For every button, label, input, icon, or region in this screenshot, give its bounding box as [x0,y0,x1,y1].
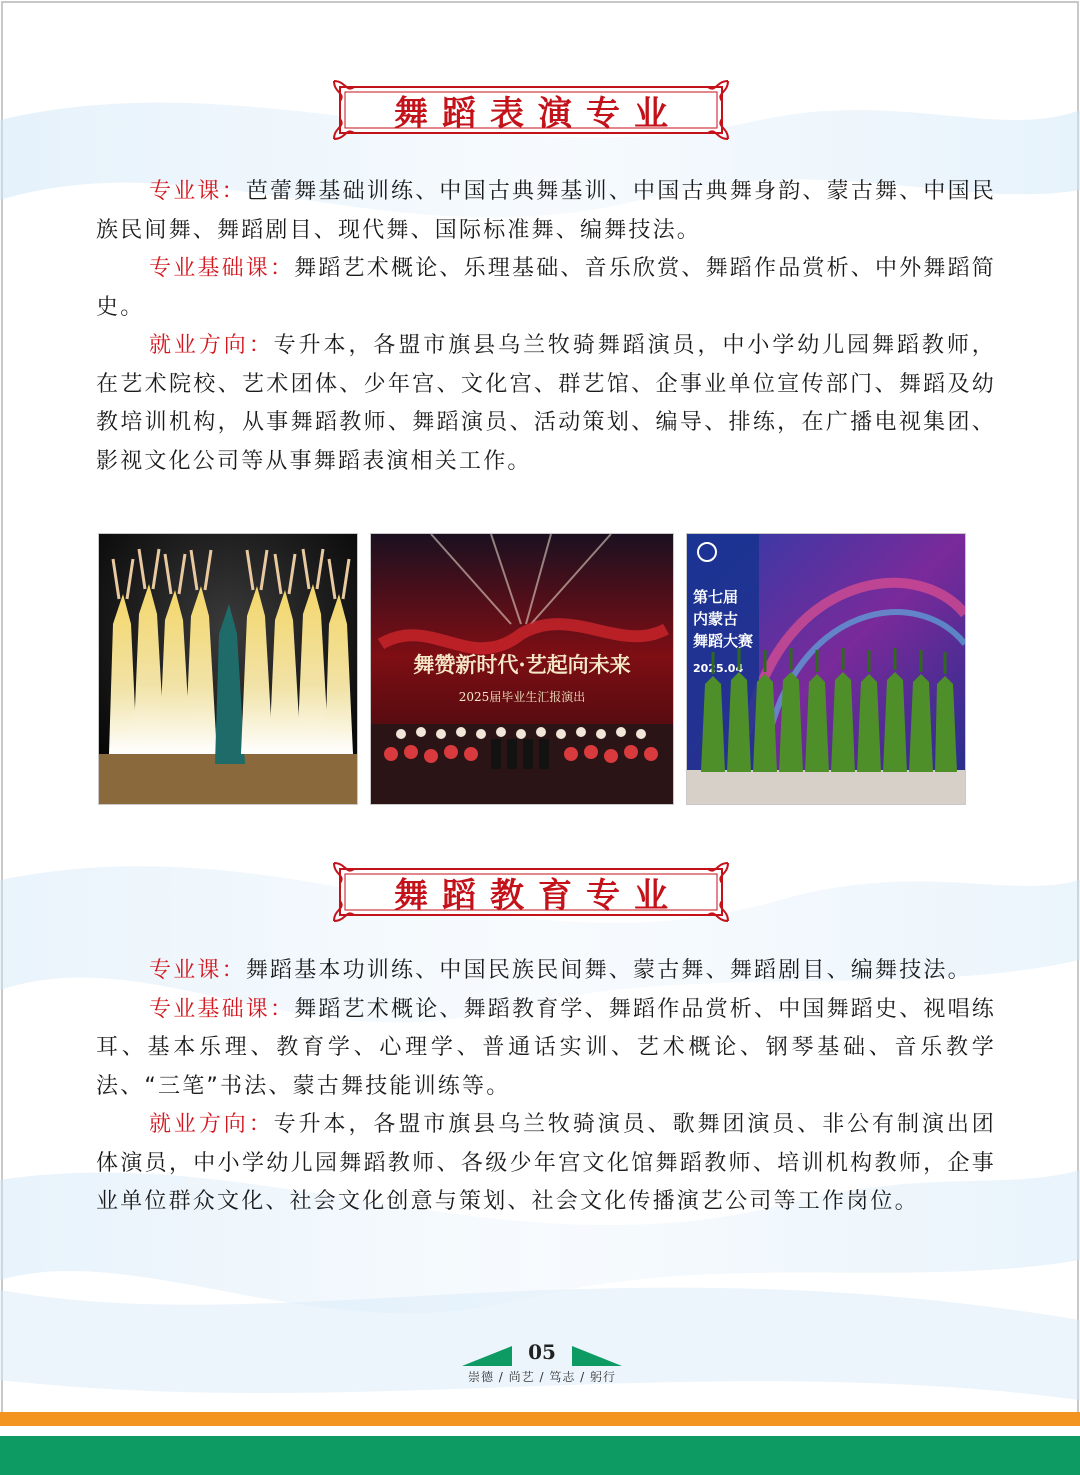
paragraph-core-courses [96,952,996,991]
section-title-banner [332,79,730,141]
section-education [96,952,996,1222]
section-title: 舞蹈表演专业 [394,93,682,134]
footer-slogan: 崇德 / 尚艺 / 笃志 / 躬行 [467,1370,617,1384]
paragraph-core-courses [96,173,996,250]
paragraph-label: 专业课： [149,958,246,983]
paragraph-foundation-courses [96,250,996,327]
paragraph-text: 专升本，各盟市旗县乌兰牧骑演员、歌舞团演员、非公有制演出团体演员，中小学幼儿园舞蹈教师、各级少年宫文化馆舞蹈教师、培训机构教师，企事业单位群众文化、社会文化创意与策划、社会文化传播演艺公司等工作岗位。 [96,1112,996,1214]
footer-stripe-white [0,1426,1080,1436]
paragraph-label: 专业基础课： [149,256,295,281]
photo-graduation-show [370,533,674,805]
paragraph-foundation-courses [96,991,996,1107]
paragraph-label: 就业方向： [149,333,274,358]
photo-headline: 舞赞新时代·艺起向未来 [413,652,631,677]
page-number: 05 [528,1340,556,1364]
section-performance [96,173,996,481]
section-title-banner [332,861,730,923]
footer-stripe-green [0,1436,1080,1475]
paragraph-label: 就业方向： [149,1112,274,1137]
paragraph-text: 舞蹈基本功训练、中国民族民间舞、蒙古舞、舞蹈剧目、编舞技法。 [245,958,972,983]
paragraph-label: 专业课： [149,179,246,204]
paragraph-text: 专升本，各盟市旗县乌兰牧骑舞蹈演员，中小学幼儿园舞蹈教师，在艺术院校、艺术团体、少年宫、文化宫、群艺馆、企事业单位宣传部门、舞蹈及幼教培训机构，从事舞蹈教师、舞蹈演员、活动策划、编导、排练，在广播电视集团、影视文化公司等从事舞蹈表演相关工作。 [96,333,996,474]
paragraph-career [96,1106,996,1222]
paragraph-career [96,327,996,481]
photo-strip [98,533,968,805]
page-footer [462,1340,622,1390]
event-date: 2025.04 [693,662,744,675]
footer-stripe-orange [0,1412,1080,1426]
photo-subtitle: 2025届毕业生汇报演出 [458,690,586,704]
photo-dancers-yellow [98,533,358,805]
event-line: 舞蹈大赛 [693,632,754,650]
event-line: 内蒙古 [693,610,739,628]
paragraph-text: 芭蕾舞基础训练、中国古典舞基训、中国古典舞身韵、蒙古舞、中国民族民间舞、舞蹈剧目、现代舞、国际标准舞、编舞技法。 [96,179,997,243]
paragraph-text: 舞蹈艺术概论、舞蹈教育学、舞蹈作品赏析、中国舞蹈史、视唱练耳、基本乐理、教育学、心理学、普通话实训、艺术概论、钢琴基础、音乐教学法、“三笔”书法、蒙古舞技能训练等。 [96,996,997,1099]
paragraph-label: 专业基础课： [149,996,295,1022]
photo-dance-competition [686,533,966,805]
paragraph-text: 舞蹈艺术概论、乐理基础、音乐欣赏、舞蹈作品赏析、中外舞蹈简史。 [96,256,997,320]
section-title: 舞蹈教育专业 [394,875,682,916]
event-line: 第七届 [693,588,739,606]
